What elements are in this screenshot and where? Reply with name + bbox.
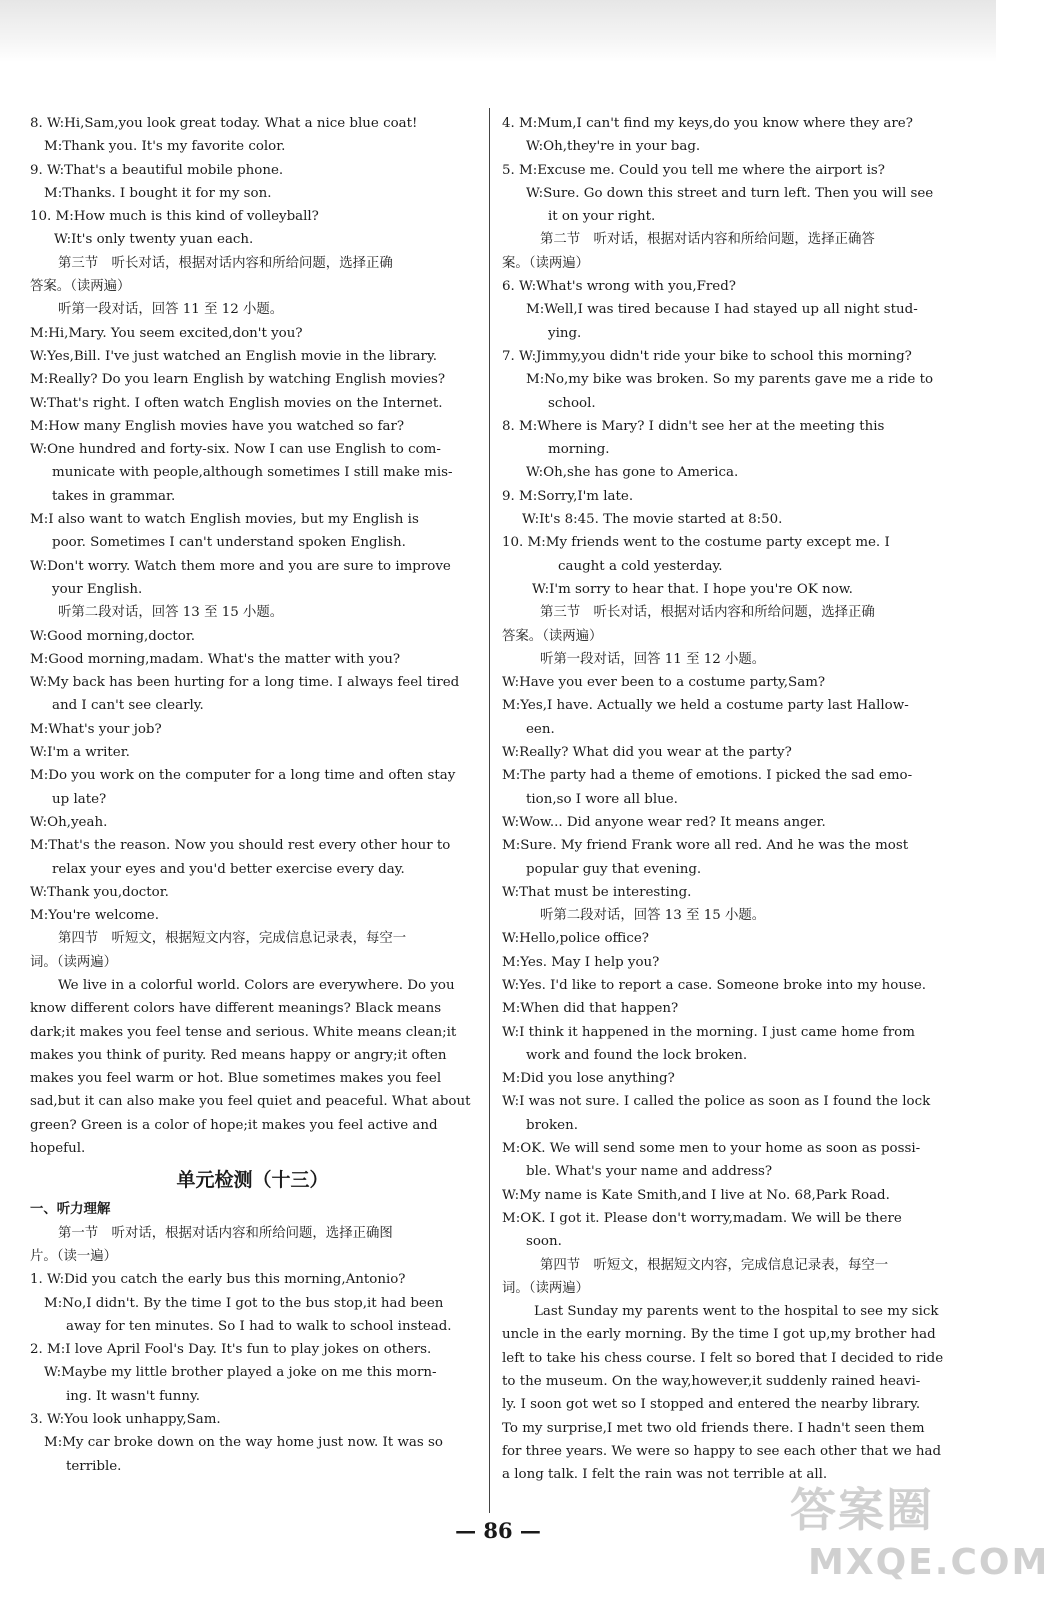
text-line: 9. M:Sorry,I'm late. (502, 488, 634, 504)
text-line: M:OK. We will send some men to your home as soon as possi- (502, 1141, 921, 1157)
text-line: up late? (52, 791, 107, 807)
text-line: broken. (526, 1117, 578, 1133)
text-line: soon. (526, 1234, 562, 1250)
text-line: green? Green is a color of hope;it makes you feel active and (30, 1117, 438, 1133)
text-line: W:Yes. I'd like to report a case. Someone broke into my house. (502, 977, 927, 993)
text-line: uncle in the early morning. By the time I got up,my brother had (502, 1327, 936, 1343)
text-line: ble. What's your name and address? (526, 1164, 773, 1180)
text-line: W:Maybe my little brother played a joke on me this morn- (44, 1365, 437, 1381)
text-line: for three years. We were so happy to see each other that we had (502, 1443, 942, 1459)
text-line: 第三节 听长对话，根据对话内容和所给问题，选择正确 (58, 255, 393, 271)
text-line: away for ten minutes. So I had to walk to school instead. (66, 1318, 452, 1334)
text-line: M:How many English movies have you watched so far? (30, 418, 405, 434)
text-line: W:Good morning,doctor. (30, 628, 196, 644)
text-line: W:My back has been hurting for a long time. I always feel tired (30, 675, 460, 691)
right-column (502, 112, 958, 1487)
text-line: M:Do you work on the computer for a long time and often stay (30, 768, 456, 784)
text-line: 5. M:Excuse me. Could you tell me where the airport is? (502, 162, 885, 178)
text-line: school. (548, 395, 596, 411)
text-line: W:That must be interesting. (502, 884, 692, 900)
text-line: ying. (548, 325, 582, 341)
text-line: 听第二段对话，回答 13 至 15 小题。 (540, 908, 766, 924)
watermark-url: MXQE.COM (808, 1542, 1049, 1583)
text-line: left to take his chess course. I felt so bored that I decided to ride (502, 1350, 944, 1366)
scan-top-band (0, 0, 996, 62)
text-line: W:That's right. I often watch English movies on the Internet. (30, 395, 443, 411)
text-line: M:The party had a theme of emotions. I picked the sad emo- (502, 768, 913, 784)
text-line: municate with people,although sometimes I still make mis- (52, 465, 453, 481)
text-line: W:Yes,Bill. I've just watched an English movie in the library. (30, 348, 437, 364)
text-line: ly. I soon got wet so I stopped and entered the nearby library. (502, 1397, 921, 1413)
text-line: 听第二段对话，回答 13 至 15 小题。 (58, 605, 284, 621)
text-line: M:I also want to watch English movies, but my English is (30, 512, 419, 528)
text-line: 第三节 听长对话，根据对话内容和所给问题，选择正确 (540, 605, 875, 621)
text-line: W:Don't worry. Watch them more and you are sure to improve (30, 558, 451, 574)
text-line: morning. (548, 442, 610, 458)
text-line: M:Thank you. It's my favorite color. (44, 139, 286, 155)
text-line: M:No,my bike was broken. So my parents gave me a ride to (526, 372, 934, 388)
text-line: 9. W:That's a beautiful mobile phone. (30, 162, 284, 178)
text-line: M:What's your job? (30, 721, 162, 737)
text-line: 10. M:My friends went to the costume party except me. I (502, 535, 890, 551)
text-line: M:Did you lose anything? (502, 1071, 675, 1087)
text-line: M:No,I didn't. By the time I got to the bus stop,it had been (44, 1295, 444, 1311)
text-line: W:I'm sorry to hear that. I hope you're OK now. (532, 581, 853, 597)
text-line: 7. W:Jimmy,you didn't ride your bike to school this morning? (502, 348, 912, 364)
text-line: 答案。（读两遍） (30, 279, 131, 295)
column-divider (489, 108, 490, 1513)
text-line: 第四节 听短文，根据短文内容，完成信息记录表，每空一 (540, 1257, 889, 1273)
text-line: hopeful. (30, 1141, 86, 1157)
text-line: W:It's only twenty yuan each. (54, 232, 254, 248)
text-line: 答案。（读两遍） (502, 628, 603, 644)
text-line: To my surprise,I met two old friends there. I hadn't seen them (502, 1420, 925, 1436)
text-line: M:Really? Do you learn English by watching English movies? (30, 372, 446, 388)
text-line: ing. It wasn't funny. (66, 1388, 201, 1404)
text-line: M:Sure. My friend Frank wore all red. And he was the most (502, 838, 909, 854)
text-line: M:Thanks. I bought it for my son. (44, 185, 272, 201)
section-heading: 一、听力理解 (30, 1201, 111, 1218)
section-title: 单元检测（十三） (176, 1169, 329, 1192)
text-line: 1. W:Did you catch the early bus this morning,Antonio? (30, 1272, 406, 1288)
page-number: — 86 — (455, 1518, 541, 1543)
text-line: W:Sure. Go down this street and turn left. Then you will see (526, 185, 934, 201)
text-line: dark;it makes you feel tense and serious. White means clean;it (30, 1024, 457, 1040)
text-line: 词。（读两遍） (502, 1280, 590, 1296)
text-line: M:Yes,I have. Actually we held a costume party last Hallow- (502, 698, 909, 714)
text-line: M:OK. I got it. Please don't worry,madam. We will be there (502, 1210, 902, 1226)
text-line: 8. M:Where is Mary? I didn't see her at the meeting this (502, 418, 885, 434)
text-line: W:Have you ever been to a costume party,Sam? (502, 675, 826, 691)
text-line: caught a cold yesterday. (558, 558, 723, 574)
text-line: 第二节 听对话，根据对话内容和所给问题，选择正确答 (540, 232, 875, 248)
text-line: 3. W:You look unhappy,Sam. (30, 1412, 221, 1428)
text-line: 案。（读两遍） (502, 255, 590, 271)
text-line: W:I was not sure. I called the police as soon as I found the lock (502, 1094, 931, 1110)
text-line: een. (526, 721, 555, 737)
watermark-logo (790, 1480, 1049, 1595)
text-line: W:Thank you,doctor. (30, 884, 169, 900)
text-line: M:Good morning,madam. What's the matter with you? (30, 651, 401, 667)
text-line: makes you think of purity. Red means happy or angry;it often (30, 1047, 447, 1063)
text-line: W:My name is Kate Smith,and I live at No. 68,Park Road. (502, 1187, 890, 1203)
text-line: 10. M:How much is this kind of volleyball? (30, 209, 319, 225)
text-line: M:Well,I was tired because I had stayed up all night stud- (526, 302, 918, 318)
text-line: We live in a colorful world. Colors are everywhere. Do you (58, 977, 455, 993)
text-line: W:Really? What did you wear at the party? (502, 745, 792, 761)
text-line: terrible. (66, 1458, 122, 1474)
text-line: a long talk. I felt the rain was not terrible at all. (502, 1467, 828, 1483)
text-line: M:When did that happen? (502, 1001, 679, 1017)
text-line: takes in grammar. (52, 488, 176, 504)
text-line: and I can't see clearly. (52, 698, 204, 714)
text-line: popular guy that evening. (526, 861, 702, 877)
text-line: M:You're welcome. (30, 908, 159, 924)
text-line: makes you feel warm or hot. Blue sometimes makes you feel (30, 1071, 442, 1087)
left-column (30, 112, 475, 1478)
text-line: 第四节 听短文，根据短文内容，完成信息记录表，每空一 (58, 931, 407, 947)
text-line: W:I'm a writer. (30, 745, 130, 761)
text-line: M:Hi,Mary. You seem excited,don't you? (30, 325, 303, 341)
text-line: 6. W:What's wrong with you,Fred? (502, 279, 736, 295)
text-line: W:Wow... Did anyone wear red? It means anger. (502, 814, 826, 830)
watermark-text: 答案圈 (790, 1483, 934, 1537)
text-line: W:Hello,police office? (502, 931, 649, 947)
text-line: 听第一段对话，回答 11 至 12 小题。 (540, 651, 766, 667)
text-line: tion,so I wore all blue. (526, 791, 678, 807)
text-line: 4. M:Mum,I can't find my keys,do you know where they are? (502, 116, 913, 131)
text-line: W:It's 8:45. The movie started at 8:50. (522, 512, 783, 528)
text-line: your English. (52, 581, 143, 597)
text-line: W:Oh,yeah. (30, 814, 108, 830)
text-line: Last Sunday my parents went to the hospital to see my sick (534, 1304, 939, 1320)
text-line: 8. W:Hi,Sam,you look great today. What a nice blue coat! (30, 116, 418, 131)
text-line: 片。（读一遍） (30, 1248, 118, 1264)
text-line: 听第一段对话，回答 11 至 12 小题。 (58, 302, 284, 318)
text-line: W:Oh,they're in your bag. (526, 139, 701, 155)
text-line: M:That's the reason. Now you should rest every other hour to (30, 838, 451, 854)
text-line: M:My car broke down on the way home just now. It was so (44, 1435, 443, 1451)
text-line: W:I think it happened in the morning. I just came home from (502, 1024, 915, 1040)
text-line: know different colors have different meanings? Black means (30, 1001, 442, 1017)
text-line: to the museum. On the way,however,it suddenly rained heavi- (502, 1374, 921, 1390)
text-line: M:Yes. May I help you? (502, 954, 660, 970)
text-line: relax your eyes and you'd better exercise every day. (52, 861, 405, 877)
text-line: work and found the lock broken. (526, 1047, 748, 1063)
text-line: 词。（读两遍） (30, 954, 118, 970)
text-line: W:One hundred and forty-six. Now I can use English to com- (30, 442, 441, 458)
text-line: 2. M:I love April Fool's Day. It's fun to play jokes on others. (30, 1342, 432, 1358)
text-line: 第一节 听对话，根据对话内容和所给问题，选择正确图 (58, 1225, 393, 1241)
text-line: W:Oh,she has gone to America. (526, 465, 739, 481)
text-line: poor. Sometimes I can't understand spoken English. (52, 535, 406, 551)
text-line: it on your right. (548, 209, 656, 225)
text-line: sad,but it can also make you feel quiet and peaceful. What about (30, 1094, 471, 1110)
